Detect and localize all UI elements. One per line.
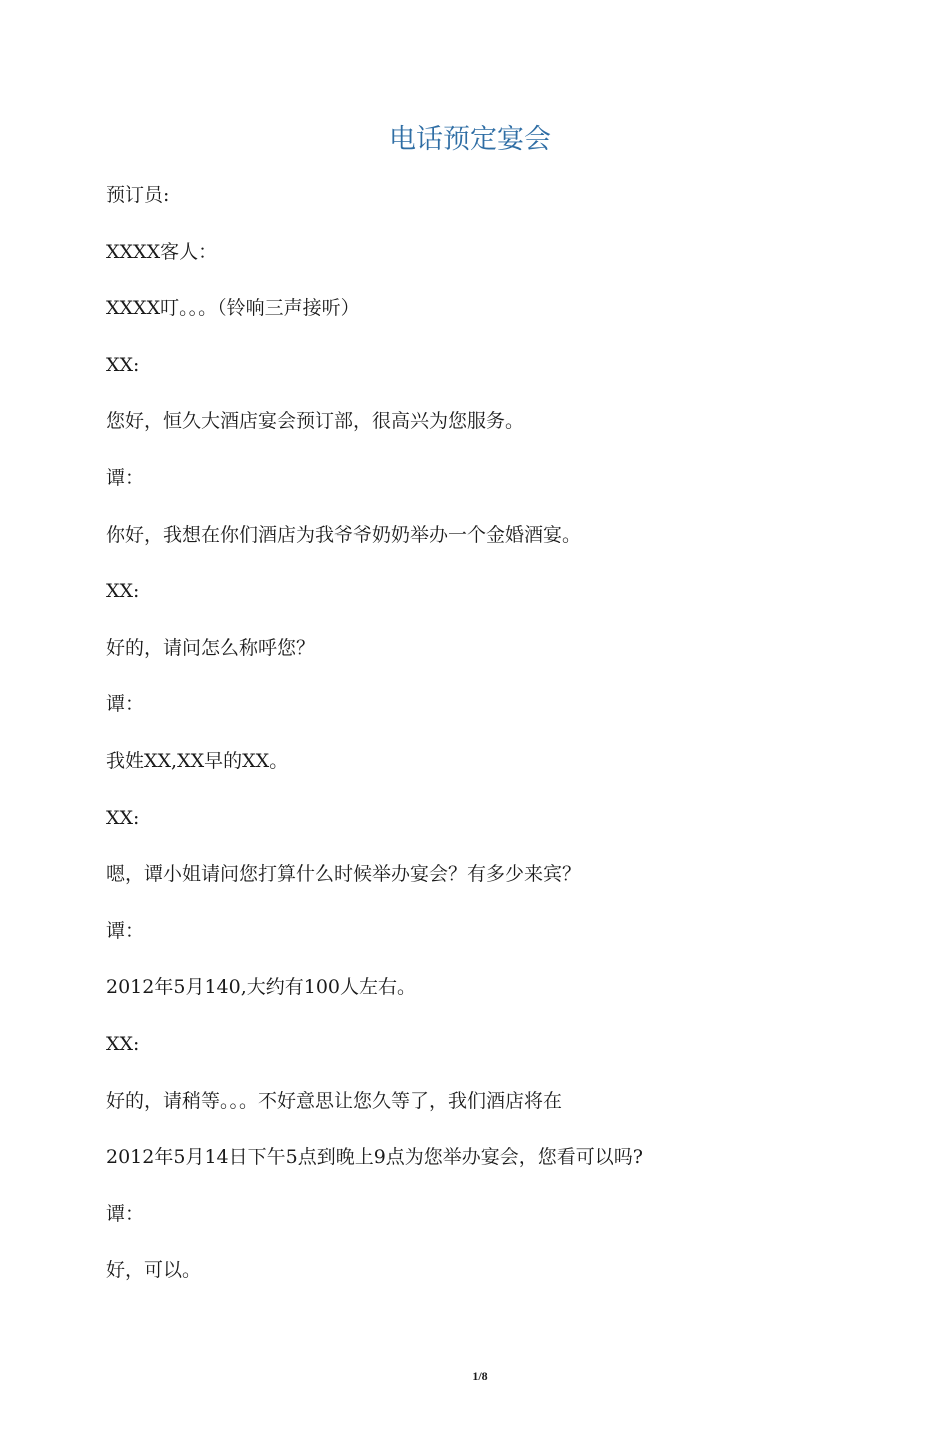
page-number: 1/8 bbox=[472, 1369, 488, 1383]
dialogue-line: 嗯，谭小姐请问您打算什么时候举办宴会？有多少来宾？ bbox=[106, 863, 582, 886]
dialogue-line: XX: bbox=[106, 806, 140, 829]
dialogue-line: 2012年5月140,大约有100人左右。 bbox=[106, 976, 417, 999]
dialogue-line: XX: bbox=[106, 1032, 140, 1055]
dialogue-line: XX: bbox=[106, 353, 140, 376]
dialogue-line: 预订员: bbox=[106, 184, 170, 206]
dialogue-line: 你好，我想在你们酒店为我爷爷奶奶举办一个金婚酒宴。 bbox=[106, 523, 582, 546]
dialogue-line: 谭： bbox=[106, 919, 145, 942]
dialogue-line: 您好，恒久大酒店宴会预订部，很高兴为您服务。 bbox=[106, 410, 525, 433]
dialogue-line: 好，可以。 bbox=[106, 1259, 202, 1282]
dialogue-line: 谭： bbox=[106, 1202, 145, 1225]
dialogue-line: 谭： bbox=[106, 693, 145, 716]
dialogue-line: 好的，请稍等。。。不好意思让您久等了，我们酒店将在 bbox=[106, 1089, 563, 1112]
dialogue-line: XX: bbox=[106, 580, 140, 603]
document-title: 电话预定宴会 bbox=[389, 124, 551, 155]
dialogue-lines bbox=[106, 178, 906, 1310]
dialogue-line: XXXX客人： bbox=[106, 240, 218, 263]
dialogue-line: 2012年5月14日下午5点到晚上9点为您举办宴会，您看可以吗? bbox=[106, 1146, 643, 1169]
dialogue-line: 谭： bbox=[106, 466, 145, 489]
dialogue-line: 我姓XX,XX早的XX。 bbox=[106, 749, 289, 772]
dialogue-line: 好的，请问怎么称呼您？ bbox=[106, 636, 316, 659]
dialogue-line: XXXX叮。。。（铃响三声接听） bbox=[106, 297, 360, 320]
